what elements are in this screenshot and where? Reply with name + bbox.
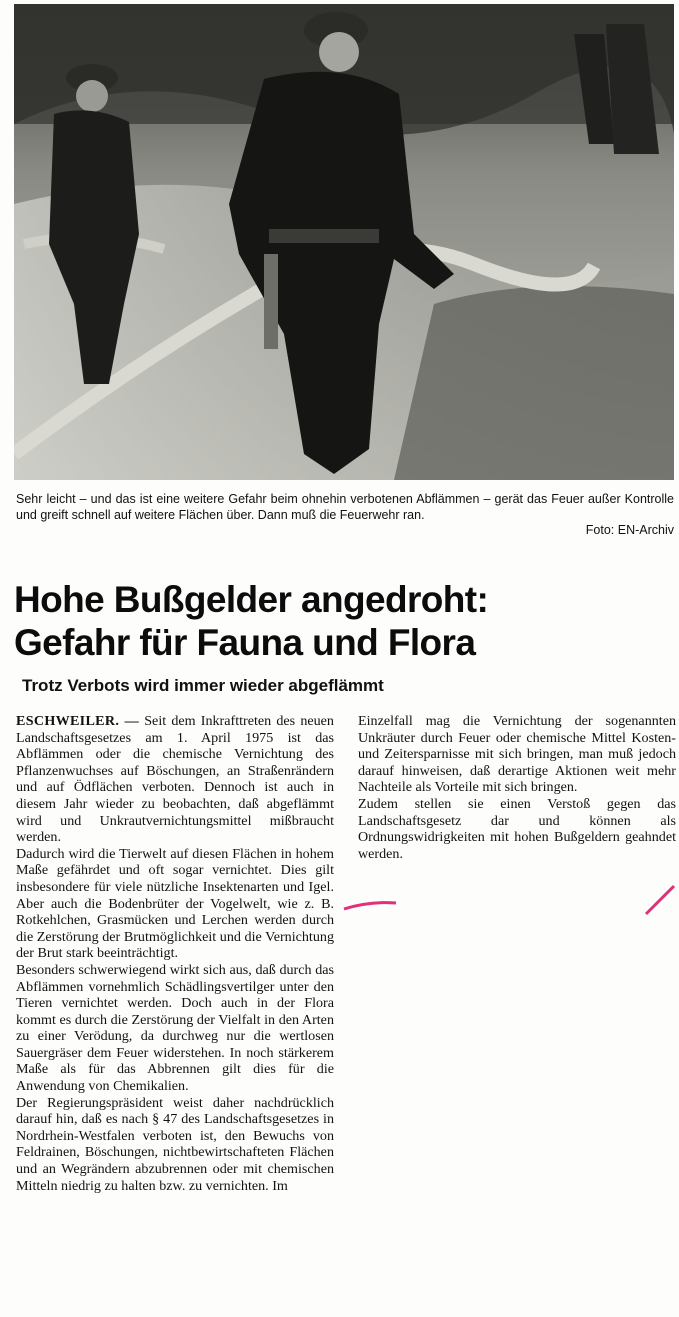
article-column-2 bbox=[358, 713, 676, 862]
headline-line-1: Hohe Bußgelder angedroht: bbox=[14, 579, 489, 620]
headline-line-2: Gefahr für Fauna und Flora bbox=[14, 622, 476, 663]
paragraph-text: Seit dem Inkrafttreten des neuen Landschaftsgesetzes am 1. April 1975 ist das Abflämmen oder die chemische Vernichtung des Pflanzenwuchses auf Böschungen, an Straßenrändern und auf Ödflächen verboten. Dennoch ist auch in diesem Jahr wieder zu beobachten, daß abgeflämmt wird und Unkrautvernichtungsmittel mißbraucht werden. bbox=[16, 713, 334, 846]
paragraph: Zudem stellen sie einen Verstoß gegen das Landschaftsgesetz dar und können als Ordnungswidrigkeiten mit hohen Bußgeldern geahndet werden. bbox=[358, 795, 676, 862]
firefighters-photo bbox=[14, 4, 674, 480]
subheadline: Trotz Verbots wird immer wieder abgeflämmt bbox=[22, 676, 384, 695]
paragraph bbox=[16, 713, 334, 846]
article-column-1 bbox=[16, 713, 334, 1194]
highlighter-mark bbox=[640, 880, 679, 920]
paragraph: Einzelfall mag die Vernichtung der sogenannten Unkräuter durch Feuer oder chemische Mittel Kosten- und Zeitersparnisse mit sich bringen, man muß jedoch darauf hinweisen, daß derartige Aktionen weit mehr Nachteile als Vorteile mit sich bringen. bbox=[358, 713, 676, 796]
caption-text: Sehr leicht – und das ist eine weitere Gefahr beim ohnehin verbotenen Abflämmen – gerät das Feuer außer Kontrolle und greift schnell auf weitere Flächen über. Dann muß die Feuerwehr ran. bbox=[16, 492, 674, 522]
photo-illustration bbox=[14, 4, 674, 480]
paragraph: Der Regierungspräsident weist daher nachdrücklich darauf hin, daß es nach § 47 des Landschaftsgesetzes in Nordrhein-Westfalen verboten ist, den Bewuchs von Feldrainen, Böschungen, nichtbewirtschafteten Flächen und an Wegrändern abzubrennen oder mit chemischen Mitteln niedrig zu halten bzw. zu vernichten. Im bbox=[16, 1094, 334, 1194]
photo-caption bbox=[16, 492, 674, 539]
highlighter-mark bbox=[340, 895, 400, 915]
dateline: ESCHWEILER. — bbox=[16, 713, 140, 729]
headline bbox=[14, 578, 674, 664]
paragraph: Dadurch wird die Tierwelt auf diesen Flächen in hohem Maße gefährdet und oft sogar vernichtet. Dies gilt insbesondere für viele nützliche Insektenarten und Igel. Aber auch die Bodenbrüter der Vogelwelt, wie z. B. Rotkehlchen, Grasmücken und Lerchen werden durch die Zerstörung der Brutmöglichkeit und die Vernichtung der Brut stark beeinträchtigt. bbox=[16, 845, 334, 962]
paragraph: Besonders schwerwiegend wirkt sich aus, daß durch das Abflämmen vornehmlich Schädlingsvertilger unter den Tieren vernichtet werden. Doch auch in der Flora kommt es durch die Zerstörung der Vielfalt in den Arten zu einer Verödung, da durchweg nur die wertlosen Sauergräser dem Feuer widerstehen. In noch stärkerem Maße als für das Abbrennen gilt dies für die Anwendung von Chemikalien. bbox=[16, 961, 334, 1095]
photo-credit: Foto: EN-Archiv bbox=[585, 523, 674, 537]
